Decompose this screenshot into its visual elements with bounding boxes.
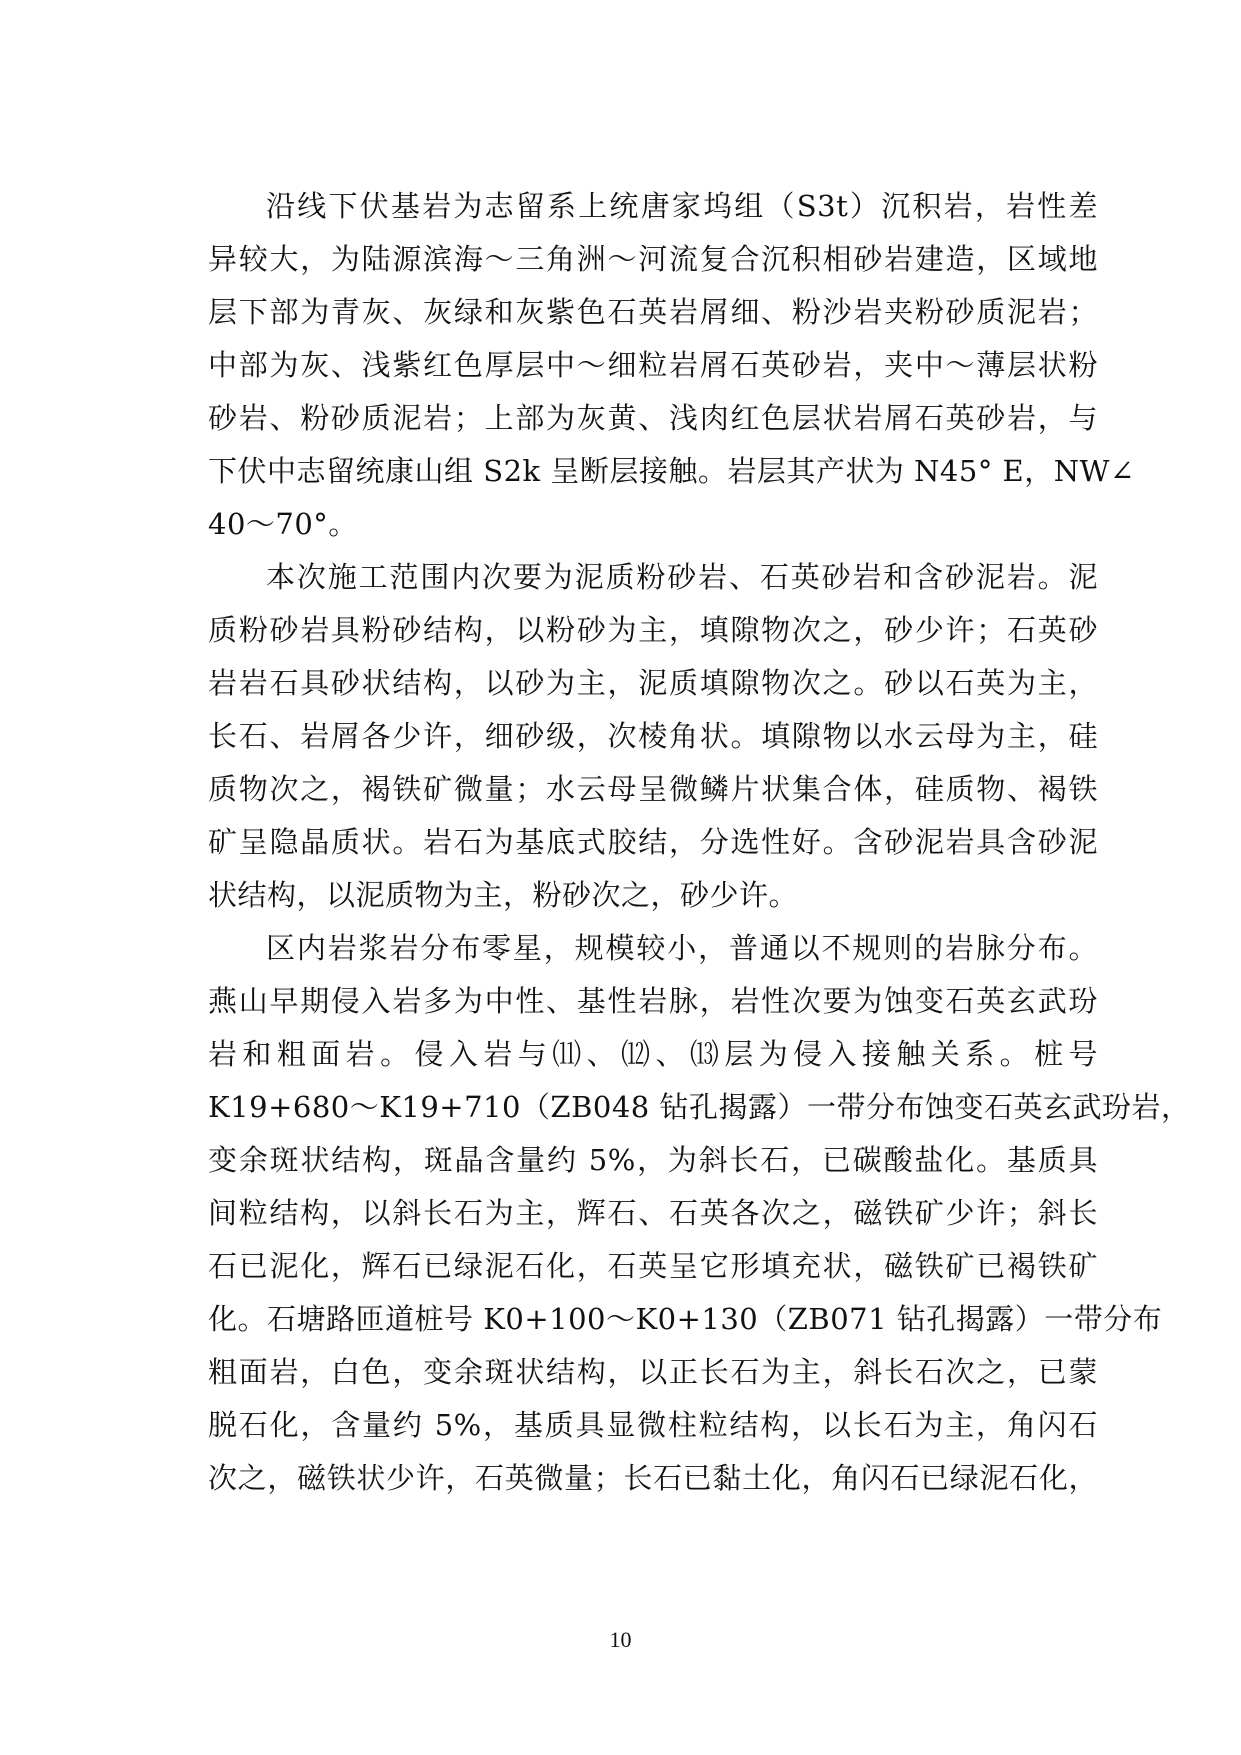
text-line: 层下部为青灰、灰绿和灰紫色石英岩屑细、粉沙岩夹粉砂质泥岩； bbox=[208, 295, 1098, 329]
text-line: K19+680～K19+710（ZB048 钻孔揭露）一带分布蚀变石英玄武玢岩， bbox=[208, 1090, 1191, 1124]
text-line: 砂岩、粉砂质泥岩；上部为灰黄、浅肉红色层状岩屑石英砂岩，与 bbox=[208, 401, 1098, 435]
text-line: 沿线下伏基岩为志留系上统唐家坞组（S3t）沉积岩，岩性差 bbox=[266, 189, 1098, 223]
text-line: 次之，磁铁状少许，石英微量；长石已黏土化，角闪石已绿泥石化， bbox=[208, 1461, 1098, 1495]
text-line: 质粉砂岩具粉砂结构，以粉砂为主，填隙物次之，砂少许；石英砂 bbox=[208, 613, 1098, 647]
text-line: 石已泥化，辉石已绿泥石化，石英呈它形填充状，磁铁矿已褐铁矿 bbox=[208, 1249, 1098, 1283]
text-line: 化。石塘路匝道桩号 K0+100～K0+130（ZB071 钻孔揭露）一带分布 bbox=[208, 1302, 1163, 1336]
text-line: 岩和粗面岩。侵入岩与⑾、⑿、⒀层为侵入接触关系。桩号 bbox=[208, 1037, 1098, 1071]
text-line: 40～70°。 bbox=[208, 507, 358, 541]
text-line: 区内岩浆岩分布零星，规模较小，普通以不规则的岩脉分布。 bbox=[266, 931, 1098, 965]
text-line: 下伏中志留统康山组 S2k 呈断层接触。岩层其产状为 N45° E，NW∠ bbox=[208, 454, 1135, 488]
paragraph-3 bbox=[208, 922, 1191, 1505]
text-line: 状结构，以泥质物为主，粉砂次之，砂少许。 bbox=[208, 878, 799, 912]
text-line: 燕山早期侵入岩多为中性、基性岩脉，岩性次要为蚀变石英玄武玢 bbox=[208, 984, 1098, 1018]
page-number: 10 bbox=[609, 1627, 632, 1652]
text-line: 岩岩石具砂状结构，以砂为主，泥质填隙物次之。砂以石英为主， bbox=[208, 666, 1098, 700]
text-line: 质物次之，褐铁矿微量；水云母呈微鳞片状集合体，硅质物、褐铁 bbox=[208, 772, 1098, 806]
text-line: 矿呈隐晶质状。岩石为基底式胶结，分选性好。含砂泥岩具含砂泥 bbox=[208, 825, 1098, 859]
text-line: 间粒结构，以斜长石为主，辉石、石英各次之，磁铁矿少许；斜长 bbox=[208, 1196, 1098, 1230]
text-line: 脱石化，含量约 5%，基质具显微柱粒结构，以长石为主，角闪石 bbox=[208, 1408, 1098, 1442]
text-line: 异较大，为陆源滨海～三角洲～河流复合沉积相砂岩建造，区域地 bbox=[208, 242, 1098, 276]
text-line: 长石、岩屑各少许，细砂级，次棱角状。填隙物以水云母为主，硅 bbox=[208, 719, 1098, 753]
paragraph-2 bbox=[208, 551, 1098, 922]
text-line: 中部为灰、浅紫红色厚层中～细粒岩屑石英砂岩，夹中～薄层状粉 bbox=[208, 348, 1098, 382]
body-text bbox=[208, 180, 1191, 1505]
text-line: 本次施工范围内次要为泥质粉砂岩、石英砂岩和含砂泥岩。泥 bbox=[266, 560, 1098, 594]
text-line: 变余斑状结构，斑晶含量约 5%，为斜长石，已碳酸盐化。基质具 bbox=[208, 1143, 1098, 1177]
paragraph-1 bbox=[208, 180, 1135, 551]
text-line: 粗面岩，白色，变余斑状结构，以正长石为主，斜长石次之，已蒙 bbox=[208, 1355, 1098, 1389]
